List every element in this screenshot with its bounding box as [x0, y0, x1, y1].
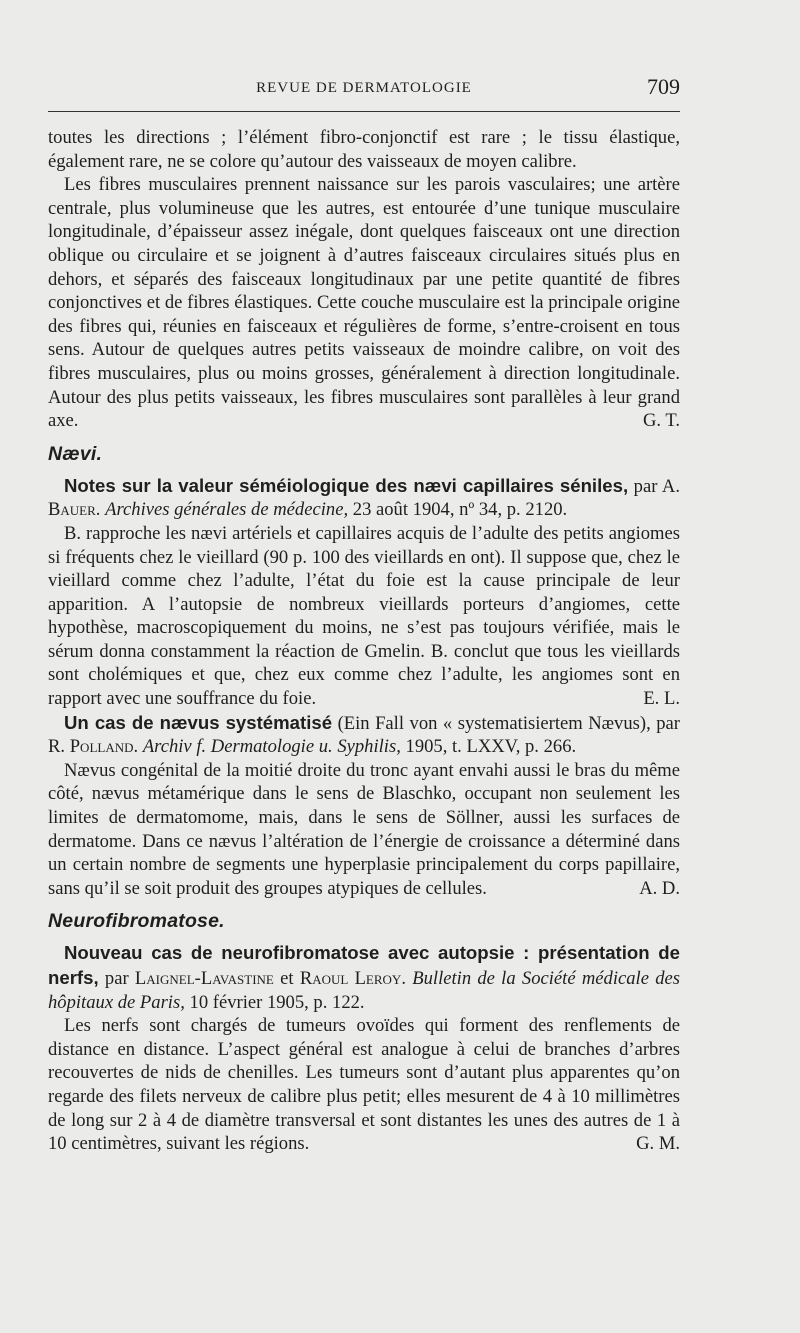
article-body-neurofibromatose: Les nerfs sont chargés de tumeurs ovoïdes qui forment des renflements de distance en distance. L’aspect général est analogue à celui de branches d’arbres recouvertes de nids de chenilles. Les tumeurs sont d’autant plus apparentes qu’on regarde des filets nerveux de calibre plus petit; elles mesurent de 4 à 10 millimètres de long sur 2 à 4 de diamètre transversal et sont distantes les unes des autres de 1 à 10 centimètres, suivant les régions. G. M.: [48, 1015, 680, 1155]
article-title-neurofibromatose: Nouveau cas de neurofibromatose avec autopsie : présentation de nerfs, par Laignel-Lavastine et Raoul Leroy. Bulletin de la Société médicale des hôpitaux de Paris, 10 février 1905, p. 122.: [48, 942, 680, 1013]
section-heading-neurofibromatose: Neurofibromatose.: [48, 910, 225, 933]
running-title: REVUE DE DERMATOLOGIE: [256, 80, 472, 96]
article-title-naevi-capillaires: Notes sur la valeur séméiologique des nævi capillaires séniles, par A. Bauer. Archives générales de médecine, 23 août 1904, nº 34, p. 2120.: [48, 474, 680, 521]
section-heading-naevi: Nævi.: [48, 442, 103, 465]
author-name: Polland.: [69, 736, 139, 758]
journal-name: Bulletin de la Société médicale des hôpitaux de Paris,: [48, 968, 680, 1013]
signature-el: E. L.: [643, 688, 680, 710]
author-name: Bauer.: [48, 499, 101, 521]
author-name: Raoul Leroy.: [299, 968, 406, 989]
journal-name: Archiv f. Dermatologie u. Syphilis,: [142, 736, 401, 758]
header-rule: [48, 111, 680, 112]
signature-gt: G. T.: [642, 410, 680, 432]
page-body: [48, 126, 680, 1156]
article-title: Un cas de nævus systématisé: [64, 711, 333, 733]
page-number: 709: [647, 74, 680, 99]
article-title-naevus-systematise: Un cas de nævus systématisé (Ein Fall von « systematisiertem Nævus), par R. Polland. Archiv f. Dermatologie u. Syphilis, 1905, t. LXXV, p. 266.: [48, 711, 680, 758]
page-header: [48, 74, 680, 104]
article-title: Nouveau cas de neurofibromatose avec autopsie : présentation de nerfs,: [48, 942, 680, 988]
article-body-naevus-systematise: Nævus congénital de la moitié droite du tronc ayant envahi aussi le bras du même côté, nævus métamérique dans le sens de Blaschko, occupant non seulement les limites de dermatomome, mais, dans le sens de Söllner, aussi les surfaces de dermatome. Dans ce nævus l’altération de l’énergie de croissance a déterminé dans un certain nombre de segments une hyperplasie principalement du corps papillaire, sans qu’il se soit produit des groupes atypiques de cellules. A. D.: [48, 759, 680, 899]
author-name: Laignel-Lavastine: [134, 968, 274, 989]
signature-ad: A. D.: [639, 877, 680, 899]
journal-name: Archives générales de médecine,: [105, 499, 349, 521]
paragraph-continued: toutes les directions ; l’élément fibro-conjonctif est rare ; le tissu élastique, également rare, ne se colore qu’autour des vaisseaux de moyen calibre.: [48, 127, 680, 172]
article-title: Notes sur la valeur séméiologique des nævi capillaires séniles,: [64, 474, 629, 496]
signature-gm: G. M.: [636, 1133, 680, 1155]
paragraph-fibres: Les fibres musculaires prennent naissance sur les parois vasculaires; une artère centrale, plus volumineuse que les autres, est entourée d’une tunique musculaire longitudinale, d’épaisseur assez inégale, dont quelques faisceaux ont une direction oblique ou circulaire et se joignent à d’autres faisceaux circulaires situés plus en dehors, et séparés des faisceaux longitudinaux par une petite quantité de fibres conjonctives et de fibres élastiques. Cette couche musculaire est la principale origine des fibres qui, réunies en faisceaux et régulières de forme, s’entre-croisent en tous sens. Autour de quelques autres petits vaisseaux de moindre calibre, on voit des fibres musculaires, plus ou moins grosses, généralement à direction longitudinale. Autour des plus petits vaisseaux, les fibres musculaires sont parallèles à leur grand axe. G. T.: [48, 174, 680, 432]
article-body-naevi-capillaires: B. rapproche les nævi artériels et capillaires acquis de l’adulte des petits angiomes si fréquents chez le vieillard (90 p. 100 des vieillards en ont). Il suppose que, chez le vieillard comme chez l’adulte, l’état du foie est la cause principale de leur apparition. A l’autopsie de nombreux vieillards porteurs d’angiomes, cette hypothèse, macroscopiquement du moins, ne s’est pas toujours vérifiée, mais le sérum donna constamment la réaction de Gmelin. B. conclut que tous les vieillards sont cholémiques et que, chez eux comme chez l’adulte, les angiomes sont en rapport avec une souffrance du foie. E. L.: [48, 522, 680, 710]
